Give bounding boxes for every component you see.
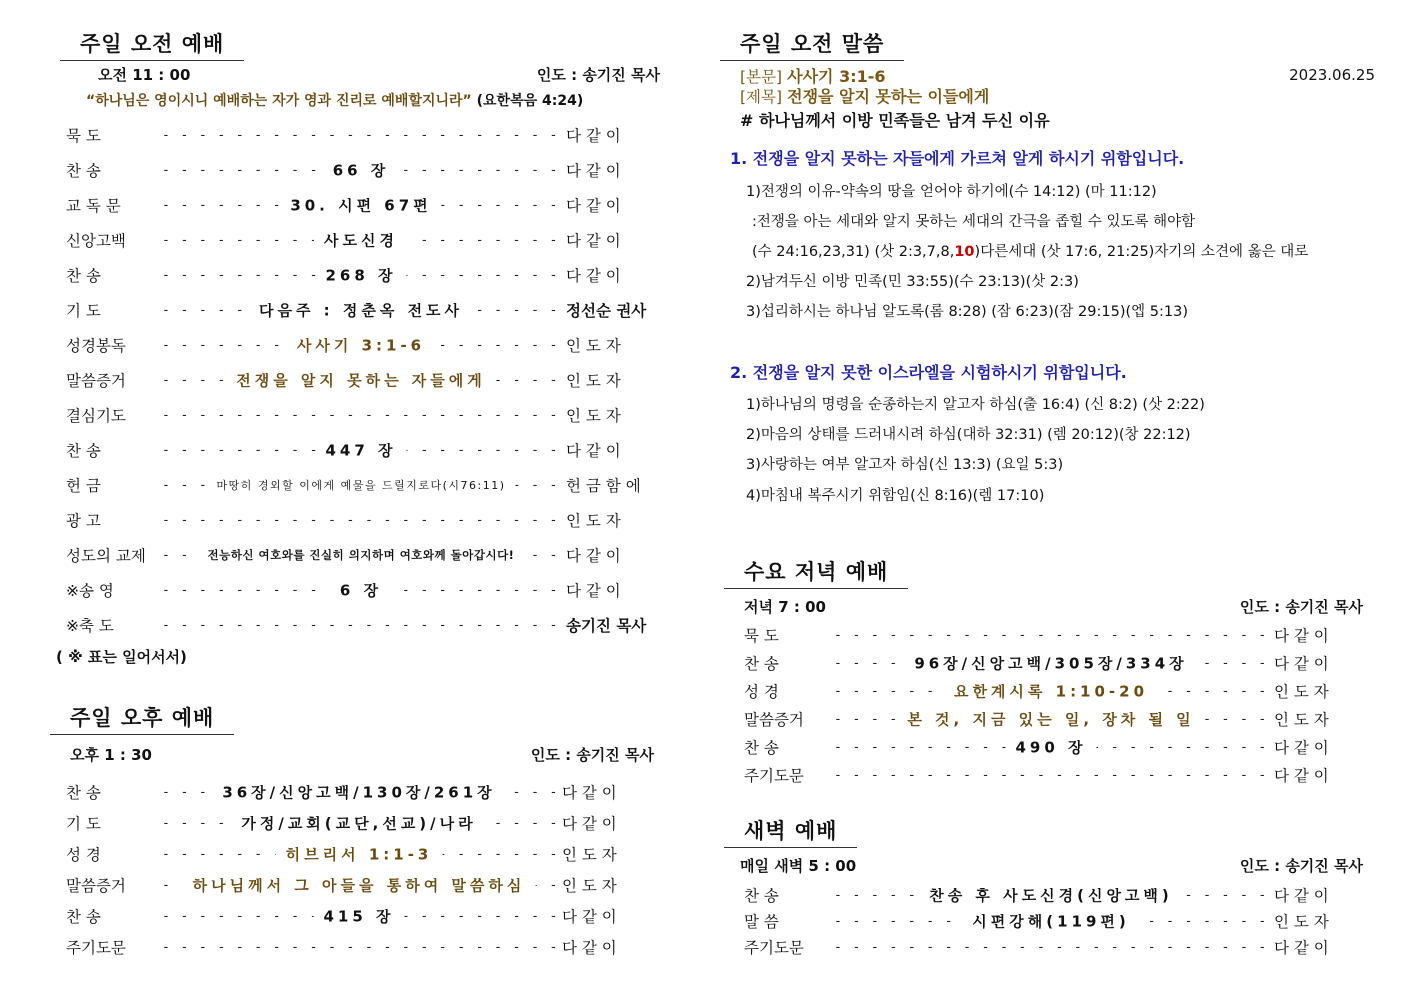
order-label: 주기도문 xyxy=(744,767,804,785)
leader-dashes xyxy=(162,785,556,800)
dawn-time: 매일 새벽 5 : 00 xyxy=(740,857,857,875)
sermon-title: 주일 오전 말씀 xyxy=(720,28,904,61)
order-label: 광 고 xyxy=(66,512,101,530)
order-content: - - - 전쟁을 알지 못하는 자들에게 xyxy=(226,373,496,388)
order-performer: 헌 금 함 에 xyxy=(566,477,641,495)
order-content: - - - 가정/교회(교단,선교)/나라 xyxy=(231,816,486,831)
order-label: 성 경 xyxy=(744,683,779,701)
order-row xyxy=(66,579,658,601)
point-2-a: 1)하나님의 명령을 순종하는지 알고자 하심(출 16:4) (신 8:2) (삿 2:22) xyxy=(746,397,1205,413)
order-row xyxy=(66,544,658,566)
order-content: - - - 6 장 xyxy=(330,583,392,598)
leader-dashes xyxy=(162,940,556,955)
order-performer: 다 같 이 xyxy=(566,442,621,460)
leader-dashes xyxy=(162,128,560,143)
order-row xyxy=(744,708,1364,730)
order-content: - - - 415 장 xyxy=(313,909,404,924)
text-label: [본문] xyxy=(740,68,783,86)
order-row xyxy=(744,680,1364,702)
leader-dashes xyxy=(162,878,556,893)
order-performer: 다 같 이 xyxy=(1274,627,1329,645)
order-row xyxy=(66,264,658,286)
wednesday-time: 저녁 7 : 00 xyxy=(744,598,826,616)
order-content: - - - 본 것, 지금 있는 일, 장차 될 일 xyxy=(897,712,1204,727)
point-1-b: :전쟁을 아는 세대와 알지 못하는 세대의 간극을 좁힐 수 있도록 해야함 xyxy=(752,214,1196,230)
sermon-date: 2023.06.25 xyxy=(1289,66,1375,84)
order-row xyxy=(66,369,658,391)
order-content: - - - 96장/신앙고백/305장/334장 xyxy=(904,656,1197,671)
order-row xyxy=(66,194,658,216)
order-row xyxy=(66,299,658,321)
order-performer: 다 같 이 xyxy=(566,127,621,145)
leader-dashes xyxy=(162,233,560,248)
order-performer: 인 도 자 xyxy=(1274,711,1329,729)
point-2-c: 3)사랑하는 여부 알고자 하심(신 13:3) (요일 5:3) xyxy=(746,457,1064,473)
order-label: 찬 송 xyxy=(66,908,101,926)
order-content: - - - 66 장 xyxy=(323,163,400,178)
order-row xyxy=(66,159,658,181)
order-performer: 다 같 이 xyxy=(566,267,621,285)
order-performer: 다 같 이 xyxy=(562,784,617,802)
order-label: 찬 송 xyxy=(66,162,101,180)
order-row xyxy=(66,781,654,803)
leader-dashes xyxy=(834,656,1268,671)
afternoon-leader: 인도 : 송기진 목사 xyxy=(530,746,654,764)
order-row xyxy=(66,905,654,927)
order-performer: 다 같 이 xyxy=(1274,939,1329,957)
point-1-c xyxy=(752,240,1308,261)
order-row xyxy=(744,936,1364,958)
order-label: 말씀증거 xyxy=(66,877,126,895)
sermon-theme: # 하나님께서 이방 민족들은 남겨 두신 이유 xyxy=(740,111,1050,130)
order-row xyxy=(66,812,654,834)
order-performer: 송기진 목사 xyxy=(566,617,647,635)
order-label: 찬 송 xyxy=(744,655,779,673)
order-performer: 인 도 자 xyxy=(566,372,621,390)
point-1-a: 1)전쟁의 이유-약속의 땅을 얻어야 하기에(수 14:12) (마 11:12) xyxy=(746,184,1157,200)
order-performer: 다 같 이 xyxy=(566,547,621,565)
leader-dashes xyxy=(834,712,1268,727)
order-row xyxy=(744,764,1364,786)
order-content: - - - 마땅히 경외할 이에게 예물을 드릴지로다(시76:11) xyxy=(206,478,515,493)
order-content: - - - 요한계시록 1:10-20 xyxy=(944,684,1158,699)
order-content: - - - 447 장 xyxy=(315,443,406,458)
leader-dashes xyxy=(834,768,1268,783)
morning-service-title: 주일 오전 예배 xyxy=(60,28,244,61)
leader-dashes xyxy=(162,163,560,178)
sermon-subject-line xyxy=(740,84,989,107)
dawn-service-title: 새벽 예배 xyxy=(724,815,857,848)
subject-label: [제목] xyxy=(740,88,783,106)
afternoon-service-title: 주일 오후 예배 xyxy=(50,702,234,735)
morning-time: 오전 11 : 00 xyxy=(98,66,191,84)
point-1-c-pre: (수 24:16,23,31) (삿 2:3,7,8, xyxy=(752,244,955,260)
order-content: - - - 하나님께서 그 아들을 통하여 말씀하심 xyxy=(183,878,536,893)
order-content: - - - 사도신경 xyxy=(314,233,408,248)
leader-dashes xyxy=(834,940,1268,955)
order-row xyxy=(66,334,658,356)
point-2-b: 2)마음의 상태를 드러내시려 하심(대하 32:31) (렘 20:12)(창 22:12) xyxy=(746,427,1191,443)
dawn-leader: 인도 : 송기진 목사 xyxy=(1239,857,1363,875)
leader-dashes xyxy=(834,914,1268,929)
order-label: 말씀증거 xyxy=(744,711,804,729)
leader-dashes xyxy=(834,740,1268,755)
order-content: - - - 전능하신 여호와를 진실히 의지하며 여호와께 돌아갑시다! xyxy=(198,548,525,563)
order-performer: 다 같 이 xyxy=(1274,767,1329,785)
leader-dashes xyxy=(162,478,560,493)
order-content: - - - 30. 시편 67편 xyxy=(280,198,441,213)
order-performer: 다 같 이 xyxy=(562,815,617,833)
order-row xyxy=(66,614,658,636)
order-label: 성경봉독 xyxy=(66,337,126,355)
order-performer: 다 같 이 xyxy=(562,939,617,957)
order-label: 찬 송 xyxy=(66,784,101,802)
point-2-d: 4)마침내 복주시기 위함임(신 8:16)(렘 17:10) xyxy=(746,488,1045,504)
order-label: 헌 금 xyxy=(66,477,101,495)
order-row xyxy=(66,229,658,251)
order-row xyxy=(66,474,658,496)
order-label: 묵 도 xyxy=(744,627,779,645)
leader-dashes xyxy=(834,888,1268,903)
leader-dashes xyxy=(162,583,560,598)
morning-leader: 인도 : 송기진 목사 xyxy=(536,66,660,84)
order-row xyxy=(744,910,1364,932)
standing-note: ( ※ 표는 일어서서) xyxy=(56,648,187,666)
order-content: - - - 490 장 xyxy=(1005,740,1096,755)
order-performer: 정선순 권사 xyxy=(566,302,647,320)
order-performer: 인 도 자 xyxy=(566,512,621,530)
order-content: - - - 찬송 후 사도신경(신앙고백) xyxy=(919,888,1183,903)
order-label: 성 경 xyxy=(66,846,101,864)
point-1-c-red: 10 xyxy=(954,244,975,260)
point-1-d: 2)남겨두신 이방 민족(민 33:55)(수 23:13)(삿 2:3) xyxy=(746,274,1079,290)
order-label: 주기도문 xyxy=(744,939,804,957)
theme-verse-text: “하나님은 영이시니 예배하는 자가 영과 진리로 예배할지니라” xyxy=(86,93,472,109)
order-performer: 다 같 이 xyxy=(566,162,621,180)
order-performer: 다 같 이 xyxy=(1274,655,1329,673)
order-content: - - - 히브리서 1:1-3 xyxy=(276,847,443,862)
order-row xyxy=(66,843,654,865)
order-performer: 다 같 이 xyxy=(1274,739,1329,757)
order-label: 성도의 교제 xyxy=(66,547,146,565)
point-1: 1. 전쟁을 알지 못하는 자들에게 가르쳐 알게 하시기 위함입니다. xyxy=(730,149,1185,168)
order-performer: 인 도 자 xyxy=(1274,683,1329,701)
order-content: - - - 36장/신앙고백/130장/261장 xyxy=(212,785,505,800)
order-row xyxy=(744,884,1364,906)
leader-dashes xyxy=(162,373,560,388)
order-label: 찬 송 xyxy=(744,887,779,905)
order-label: ※송 영 xyxy=(66,582,114,600)
order-row xyxy=(744,652,1364,674)
leader-dashes xyxy=(834,628,1268,643)
point-1-c-post: )다른세대 (삿 17:6, 21:25)자기의 소견에 옳은 대로 xyxy=(974,244,1309,260)
order-performer: 인 도 자 xyxy=(562,846,617,864)
order-row xyxy=(744,736,1364,758)
order-label: 결심기도 xyxy=(66,407,126,425)
wednesday-leader: 인도 : 송기진 목사 xyxy=(1239,598,1363,616)
leader-dashes xyxy=(162,847,556,862)
order-performer: 다 같 이 xyxy=(566,197,621,215)
leader-dashes xyxy=(162,618,560,633)
leader-dashes xyxy=(162,408,560,423)
leader-dashes xyxy=(162,268,560,283)
leader-dashes xyxy=(834,684,1268,699)
order-row xyxy=(66,124,658,146)
leader-dashes xyxy=(162,338,560,353)
order-label: 묵 도 xyxy=(66,127,101,145)
leader-dashes xyxy=(162,548,560,563)
point-1-e: 3)섭리하시는 하나님 알도록(롬 8:28) (잠 6:23)(잠 29:15)(엡 5:13) xyxy=(746,304,1188,320)
subject-value: 전쟁을 알지 못하는 이들에게 xyxy=(787,87,990,106)
leader-dashes xyxy=(162,443,560,458)
order-label: 교 독 문 xyxy=(66,197,121,215)
order-performer: 인 도 자 xyxy=(566,407,621,425)
order-label: 주기도문 xyxy=(66,939,126,957)
order-label: 찬 송 xyxy=(66,442,101,460)
order-row xyxy=(66,936,654,958)
order-content: - - - 268 장 xyxy=(315,268,406,283)
order-label: 기 도 xyxy=(66,815,101,833)
order-performer: 인 도 자 xyxy=(566,337,621,355)
order-content: - - - 다음주 : 정춘옥 전도사 xyxy=(249,303,473,318)
theme-verse-ref: (요한복음 4:24) xyxy=(476,93,584,109)
order-row xyxy=(66,874,654,896)
order-performer: 다 같 이 xyxy=(566,582,621,600)
order-label: 찬 송 xyxy=(744,739,779,757)
order-label: 말 씀 xyxy=(744,913,779,931)
order-performer: 다 같 이 xyxy=(1274,887,1329,905)
order-content: - - - 사사기 3:1-6 xyxy=(287,338,435,353)
afternoon-time: 오후 1 : 30 xyxy=(70,746,152,764)
leader-dashes xyxy=(162,303,560,318)
leader-dashes xyxy=(162,909,556,924)
order-performer: 다 같 이 xyxy=(566,232,621,250)
order-performer: 다 같 이 xyxy=(562,908,617,926)
leader-dashes xyxy=(162,513,560,528)
order-row xyxy=(66,439,658,461)
point-2: 2. 전쟁을 알지 못한 이스라엘을 시험하시기 위함입니다. xyxy=(730,363,1127,382)
leader-dashes xyxy=(162,198,560,213)
text-value: 사사기 3:1-6 xyxy=(787,67,886,86)
order-row xyxy=(66,404,658,426)
order-content: - - - 시편강해(119편) xyxy=(962,914,1139,929)
theme-verse xyxy=(86,90,583,110)
leader-dashes xyxy=(162,816,556,831)
order-label: 기 도 xyxy=(66,302,101,320)
order-row xyxy=(66,509,658,531)
order-row xyxy=(744,624,1364,646)
order-label: 찬 송 xyxy=(66,267,101,285)
order-performer: 인 도 자 xyxy=(562,877,617,895)
order-performer: 인 도 자 xyxy=(1274,913,1329,931)
wednesday-service-title: 수요 저녁 예배 xyxy=(724,556,908,589)
order-label: ※축 도 xyxy=(66,617,114,635)
order-label: 신앙고백 xyxy=(66,232,126,250)
order-label: 말씀증거 xyxy=(66,372,126,390)
